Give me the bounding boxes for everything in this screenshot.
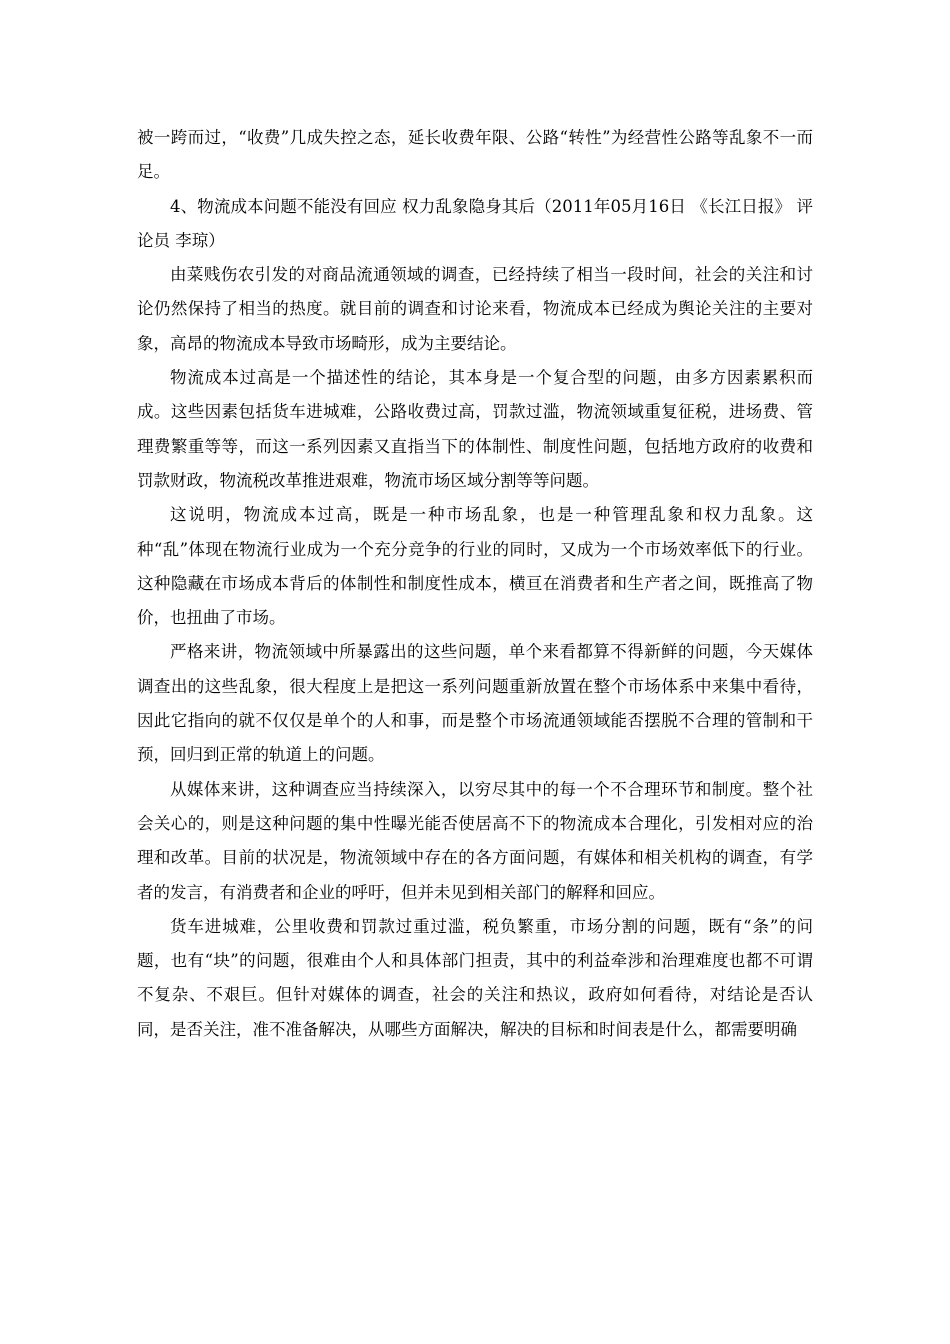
document-body (137, 121, 813, 1047)
paragraph: 这说明，物流成本过高，既是一种市场乱象，也是一种管理乱象和权力乱象。这种“乱”体现在物流行业成为一个充分竞争的行业的同时，又成为一个市场效率低下的行业。这种隐藏在市场成本背后的体制性和制度性成本，横亘在消费者和生产者之间，既推高了物价，也扭曲了市场。 (137, 505, 813, 628)
paragraph: 从媒体来讲，这种调查应当持续深入，以穷尽其中的每一个不合理环节和制度。整个社会关心的，则是这种问题的集中性曝光能否使居高不下的物流成本合理化，引发相对应的治理和改革。目前的状况是，物流领域中存在的各方面问题，有媒体和相关机构的调查，有学者的发言，有消费者和企业的呼吁，但并未见到相关部门的解释和回应。 (137, 779, 813, 902)
paragraph-continuation: 被一跨而过，“收费”几成失控之态，延长收费年限、公路“转性”为经营性公路等乱象不一而足。 (137, 128, 813, 182)
section-heading: 4、物流成本问题不能没有回应 权力乱象隐身其后（2011年05月16日 《长江日报》 评论员 李琼） (137, 196, 813, 250)
paragraph: 由菜贱伤农引发的对商品流通领域的调查，已经持续了相当一段时间，社会的关注和讨论仍然保持了相当的热度。就目前的调查和讨论来看，物流成本已经成为舆论关注的主要对象，高昂的物流成本导致市场畸形，成为主要结论。 (137, 265, 813, 353)
paragraph: 物流成本过高是一个描述性的结论，其本身是一个复合型的问题，由多方因素累积而成。这些因素包括货车进城难，公路收费过高，罚款过滥，物流领域重复征税，进场费、管理费繁重等等，而这一系列因素又直指当下的体制性、制度性问题，包括地方政府的收费和罚款财政，物流税改革推进艰难，物流市场区域分割等等问题。 (137, 368, 813, 490)
paragraph: 严格来讲，物流领域中所暴露出的这些问题，单个来看都算不得新鲜的问题，今天媒体调查出的这些乱象，很大程度上是把这一系列问题重新放置在整个市场体系中来集中看待，因此它指向的就不仅仅是单个的人和事，而是整个市场流通领域能否摆脱不合理的管制和干预，回归到正常的轨道上的问题。 (137, 642, 813, 765)
paragraph: 货车进城难，公里收费和罚款过重过滥，税负繁重，市场分割的问题，既有“条”的问题，也有“块”的问题，很难由个人和具体部门担责，其中的利益牵涉和治理难度也都不可谓不复杂、不艰巨。但针对媒体的调查，社会的关注和热议，政府如何看待，对结论是否认同，是否关注，准不准备解决，从哪些方面解决，解决的目标和时间表是什么，都需要明确 (137, 916, 813, 1039)
